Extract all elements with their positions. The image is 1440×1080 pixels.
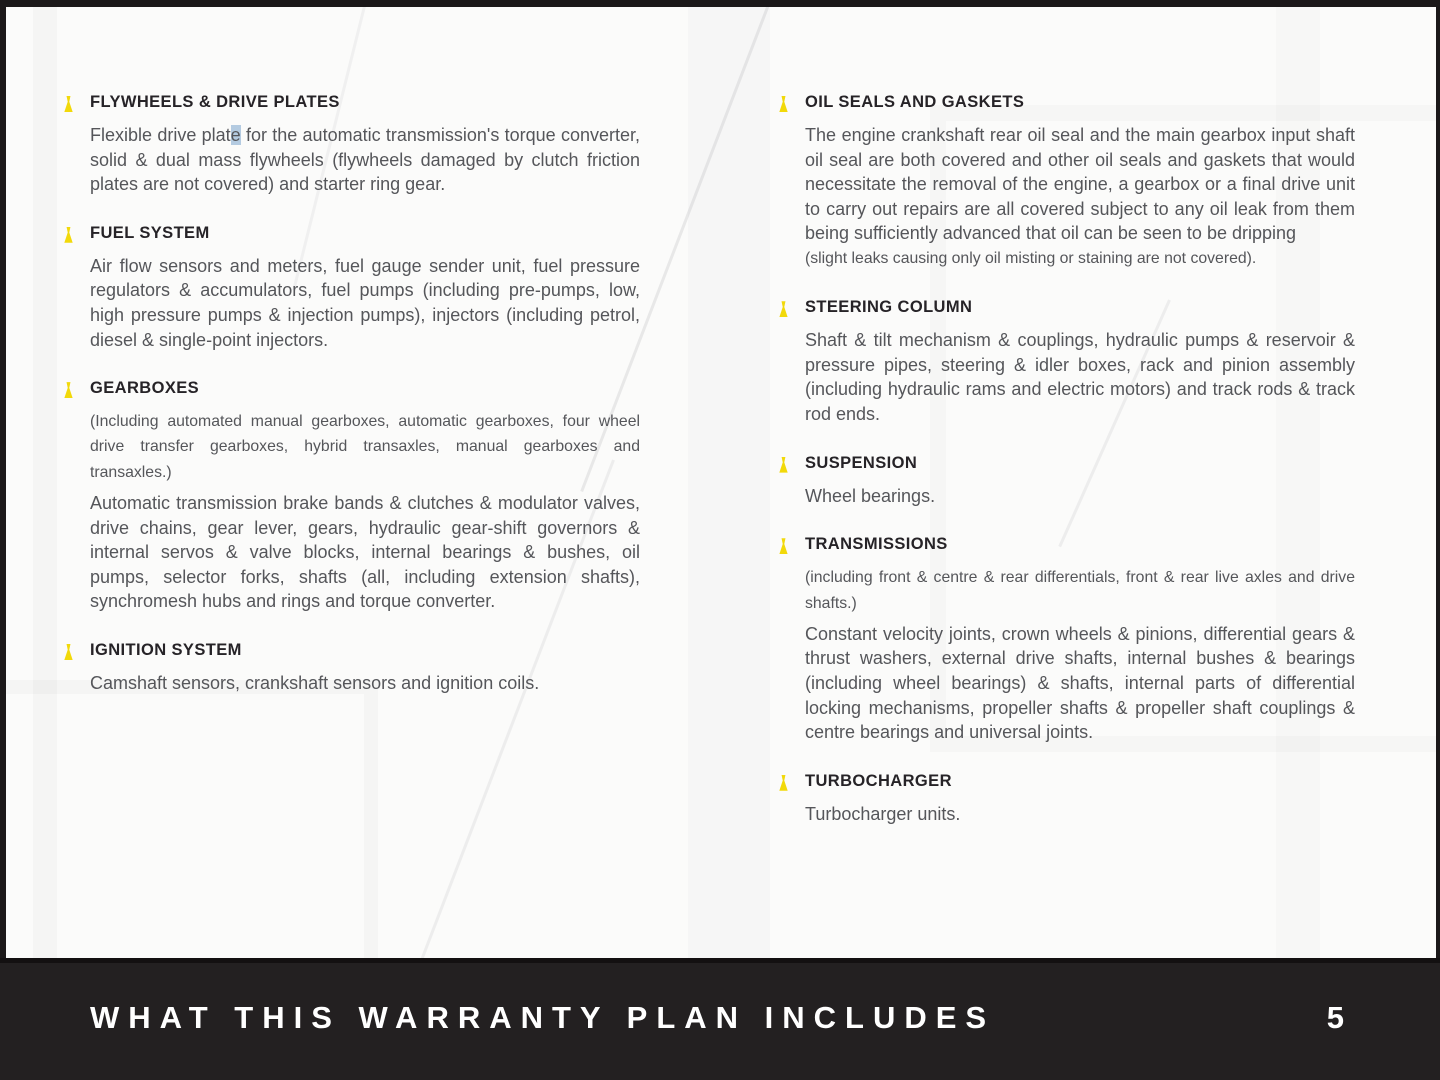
page-frame-left [0, 0, 6, 1080]
section-ignition-system [63, 641, 640, 696]
section-turbocharger [778, 772, 1355, 827]
left-column [63, 93, 640, 723]
spanner-bullet-icon [63, 227, 74, 243]
section-steering-column [778, 298, 1355, 426]
section-body: Automatic transmission brake bands & clutches & modulator valves, drive chains, gear lever, gears, hydraulic gear-shift governors & internal servos & valve blocks, internal bearings & bushes, oil pumps, selector forks, shafts (all, including extension shafts), synchromesh hubs and rings and torque converter. [90, 493, 640, 612]
footer-title: WHAT THIS WARRANTY PLAN INCLUDES [90, 999, 996, 1035]
section-title: SUSPENSION [805, 453, 918, 472]
section-note: (Including automated manual gearboxes, automatic gearboxes, four wheel drive transfer gearboxes, hybrid transaxles, manual gearboxes and transaxles.) [90, 413, 640, 481]
spanner-bullet-icon [63, 96, 74, 112]
section-title: FUEL SYSTEM [90, 223, 210, 242]
footer-bar [0, 958, 1440, 1080]
section-title: TRANSMISSIONS [805, 535, 948, 554]
watermark-band [688, 7, 770, 958]
section-gearboxes [63, 379, 640, 614]
section-body: Constant velocity joints, crown wheels & pinions, differential gears & thrust washers, external drive shafts, internal bushes & bearings (including wheel bearings) & shafts, internal parts of differential locking mechanisms, propeller shafts & propeller shaft couplings & centre bearings and universal joints. [805, 623, 1355, 743]
page-frame-right [1436, 0, 1440, 1080]
section-title: GEARBOXES [90, 379, 200, 398]
section-body: Turbocharger units. [805, 803, 961, 824]
section-fuel-system [63, 224, 640, 352]
section-body [90, 123, 640, 197]
right-column [778, 93, 1355, 853]
spanner-bullet-icon [778, 457, 789, 473]
watermark-band [33, 7, 57, 958]
spanner-bullet-icon [778, 538, 789, 554]
section-body: Wheel bearings. [805, 485, 936, 506]
section-body: Camshaft sensors, crankshaft sensors and ignition coils. [90, 673, 540, 694]
spanner-bullet-icon [778, 96, 789, 112]
section-note: (slight leaks causing only oil misting or staining are not covered). [805, 249, 1257, 267]
highlighted-character: e [230, 125, 241, 145]
section-title: OIL SEALS AND GASKETS [805, 93, 1025, 111]
section-body: Air flow sensors and meters, fuel gauge sender unit, fuel pressure regulators & accumulators, fuel pumps (including pre-pumps, low, high pressure pumps & injection pumps), injectors (including petrol, diesel & single-point injectors. [90, 255, 640, 350]
spanner-bullet-icon [778, 301, 789, 317]
spanner-bullet-icon [63, 644, 74, 660]
page-frame-top [0, 0, 1440, 7]
section-note: (including front & centre & rear differentials, front & rear live axles and drive shafts.) [805, 569, 1355, 612]
body-text: for the automatic transmission's torque converter, solid & dual mass flywheels (flywheels damaged by clutch friction plates are not covered) and starter ring gear. [90, 125, 640, 195]
section-body: The engine crankshaft rear oil seal and the main gearbox input shaft oil seal are both covered and other oil seals and gaskets that would necessitate the removal of the engine, a gearbox or a final drive unit to carry out repairs are all covered subject to any oil leak from them being sufficiently advanced that oil can be seen to be dripping [805, 125, 1355, 244]
section-transmissions [778, 535, 1355, 745]
spanner-bullet-icon [63, 382, 74, 398]
section-title: STEERING COLUMN [805, 298, 973, 317]
spanner-bullet-icon [778, 775, 789, 791]
section-flywheels-drive-plates [63, 93, 640, 197]
section-title: TURBOCHARGER [805, 771, 952, 790]
page-number: 5 [1326, 999, 1344, 1035]
section-body: Shaft & tilt mechanism & couplings, hydraulic pumps & reservoir & pressure pipes, steering & idler boxes, rack and pinion assembly (including hydraulic rams and electric motors) and track rods & track rod ends. [805, 330, 1355, 425]
section-title: FLYWHEELS & DRIVE PLATES [90, 93, 340, 111]
section-title: IGNITION SYSTEM [90, 641, 242, 660]
section-suspension [778, 454, 1355, 509]
body-text: Flexible drive plat [90, 125, 231, 145]
watermark-rectangle [0, 680, 378, 988]
section-oil-seals-gaskets [778, 93, 1355, 271]
